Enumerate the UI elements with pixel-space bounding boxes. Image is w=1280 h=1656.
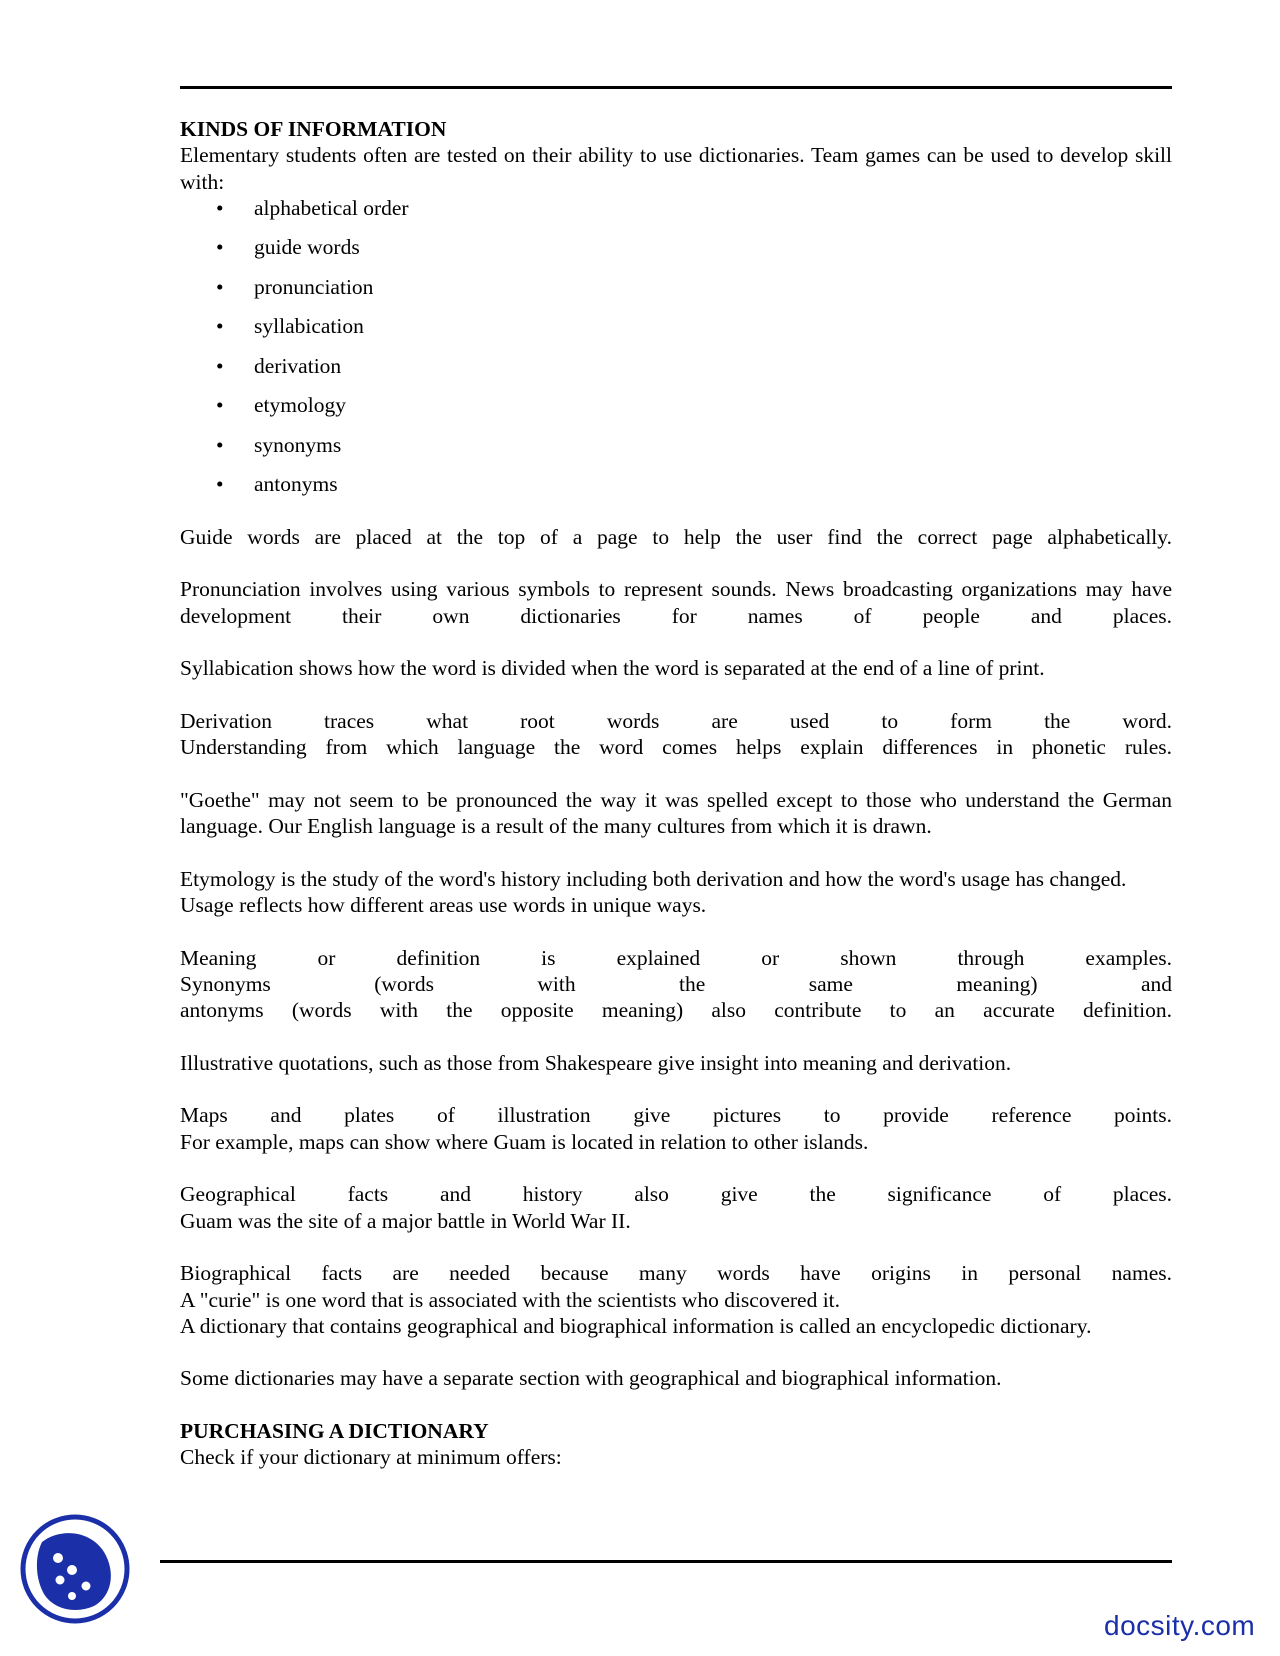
goethe-paragraph: "Goethe" may not seem to be pronounced the way it was spelled except to those who understand the German language. Our English language is a result of the many cultures from which it is drawn. [180,787,1172,839]
list-item: • etymology [180,392,1172,432]
meaning-line-3: antonyms (words with the opposite meaning) also contribute to an accurate definition. [180,998,1172,1023]
list-item: • derivation [180,353,1172,393]
purchasing-intro: Check if your dictionary at minimum offers: [180,1445,562,1470]
list-item: • alphabetical order [180,195,1172,235]
geo-line-2: Guam was the site of a major battle in World War II. [180,1208,631,1233]
docsity-logo-icon [20,1514,130,1624]
list-item: • syllabication [180,313,1172,353]
maps-line-1: Maps and plates of illustration give pictures to provide reference points. [180,1103,1172,1128]
list-item: • guide words [180,234,1172,274]
bio-line-2: A "curie" is one word that is associated with the scientists who discovered it. [180,1287,841,1312]
bottom-rule [160,1560,1172,1563]
pronunciation-paragraph: Pronunciation involves using various symbols to represent sounds. News broadcasting organizations may have development their own dictionaries for names of people and places. [180,577,1172,628]
usage-paragraph: Usage reflects how different areas use words in unique ways. [180,893,707,918]
list-item: • synonyms [180,432,1172,472]
syllabication-paragraph: Syllabication shows how the word is divided when the word is separated at the end of a line of print. [180,656,1045,681]
bio-line-3: A dictionary that contains geographical and biographical information is called an encyclopedic dictionary. [180,1313,1092,1338]
illustrative-paragraph: Illustrative quotations, such as those from Shakespeare give insight into meaning and derivation. [180,1050,1012,1075]
skills-list [180,195,1172,511]
maps-line-2: For example, maps can show where Guam is located in relation to other islands. [180,1129,869,1154]
top-rule [180,86,1172,89]
list-item: • antonyms [180,471,1172,511]
bio-line-1: Biographical facts are needed because many words have origins in personal names. [180,1261,1172,1286]
derivation-line-2: Understanding from which language the word comes helps explain differences in phonetic rules. [180,735,1172,760]
intro-paragraph: Elementary students often are tested on their ability to use dictionaries. Team games can be used to develop skill with: [180,143,1172,194]
etymology-paragraph: Etymology is the study of the word's history including both derivation and how the word's usage has changed. [180,866,1127,891]
list-item: • pronunciation [180,274,1172,314]
geo-line-1: Geographical facts and history also give the significance of places. [180,1182,1172,1207]
separate-section-paragraph: Some dictionaries may have a separate section with geographical and biographical information. [180,1366,1002,1391]
derivation-line-1: Derivation traces what root words are used to form the word. [180,708,1172,733]
meaning-line-2: Synonyms (words with the same meaning) and [180,971,1172,996]
document-body [180,116,1172,1471]
meaning-line-1: Meaning or definition is explained or shown through examples. [180,945,1172,970]
guide-words-paragraph: Guide words are placed at the top of a page to help the user find the correct page alphabetically. [180,524,1172,549]
section-heading-purchasing: PURCHASING A DICTIONARY [180,1418,489,1443]
docsity-brand-link[interactable]: docsity.com [1104,1610,1256,1641]
section-heading-kinds: KINDS OF INFORMATION [180,117,447,141]
